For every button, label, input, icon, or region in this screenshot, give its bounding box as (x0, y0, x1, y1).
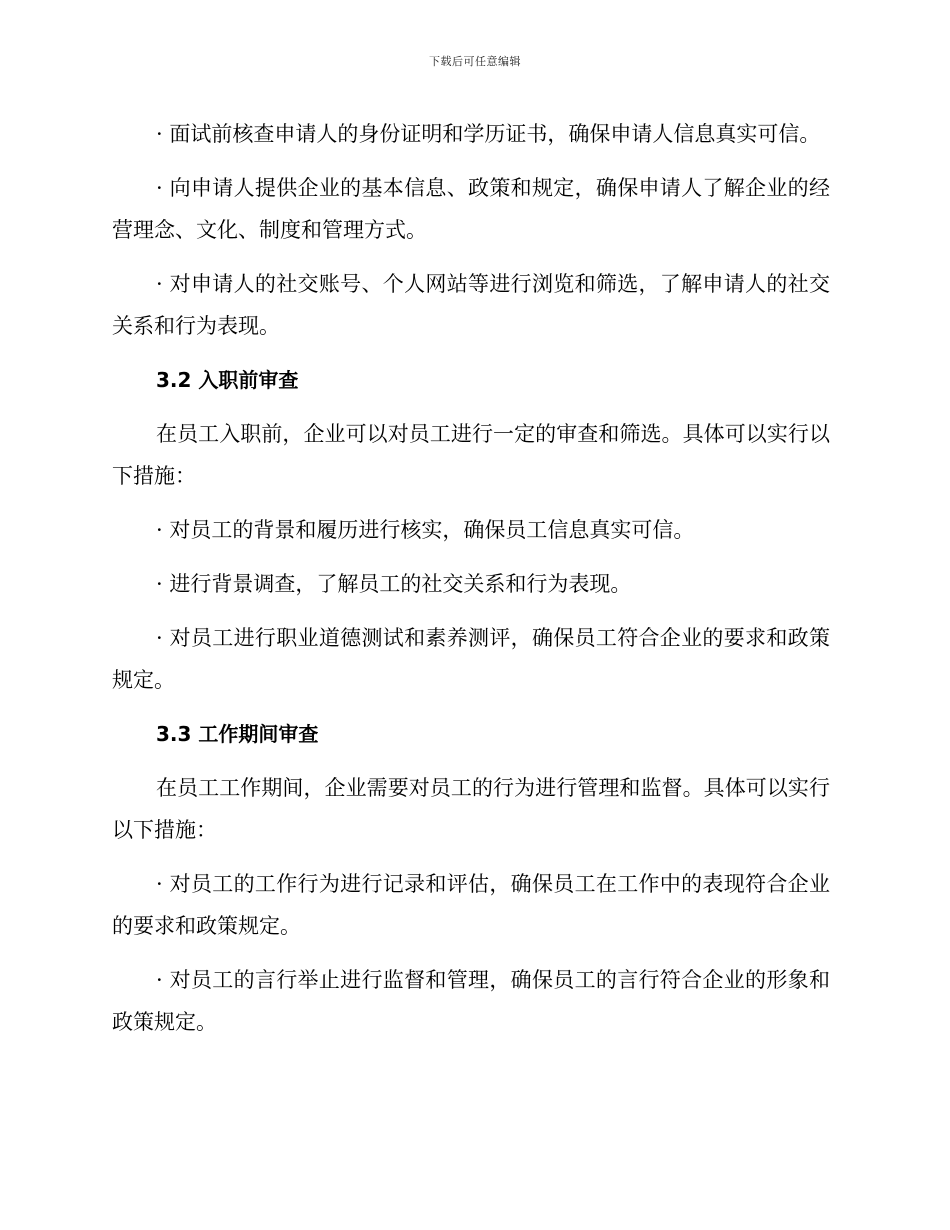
page-header: 下载后可任意编辑 (429, 55, 521, 68)
bullet-paragraph: · 对申请人的社交账号、个人网站等进行浏览和筛选，了解申请人的社交关系和行为表现。 (112, 272, 830, 338)
bullet-paragraph: · 面试前核查申请人的身份证明和学历证书，确保申请人信息真实可信。 (156, 122, 821, 146)
bullet-paragraph: · 对员工的言行举止进行监督和管理，确保员工的言行符合企业的形象和政策规定。 (112, 968, 830, 1034)
body-paragraph: 在员工工作期间，企业需要对员工的行为进行管理和监督。具体可以实行以下措施： (112, 776, 830, 842)
bullet-paragraph: · 向申请人提供企业的基本信息、政策和规定，确保申请人了解企业的经营理念、文化、制度和管理方式。 (112, 176, 830, 242)
section-heading-3-2: 3.2 入职前审查 (156, 368, 299, 392)
body-paragraph: 在员工入职前，企业可以对员工进行一定的审查和筛选。具体可以实行以下措施： (112, 422, 830, 488)
document-body (112, 113, 830, 1055)
bullet-paragraph: · 对员工进行职业道德测试和素养测评，确保员工符合企业的要求和政策规定。 (112, 626, 830, 692)
bullet-paragraph: · 对员工的背景和履历进行核实，确保员工信息真实可信。 (156, 518, 695, 542)
bullet-paragraph: · 对员工的工作行为进行记录和评估，确保员工在工作中的表现符合企业的要求和政策规定。 (112, 872, 830, 938)
section-heading-3-3: 3.3 工作期间审查 (156, 722, 319, 746)
bullet-paragraph: · 进行背景调查，了解员工的社交关系和行为表现。 (156, 572, 632, 596)
